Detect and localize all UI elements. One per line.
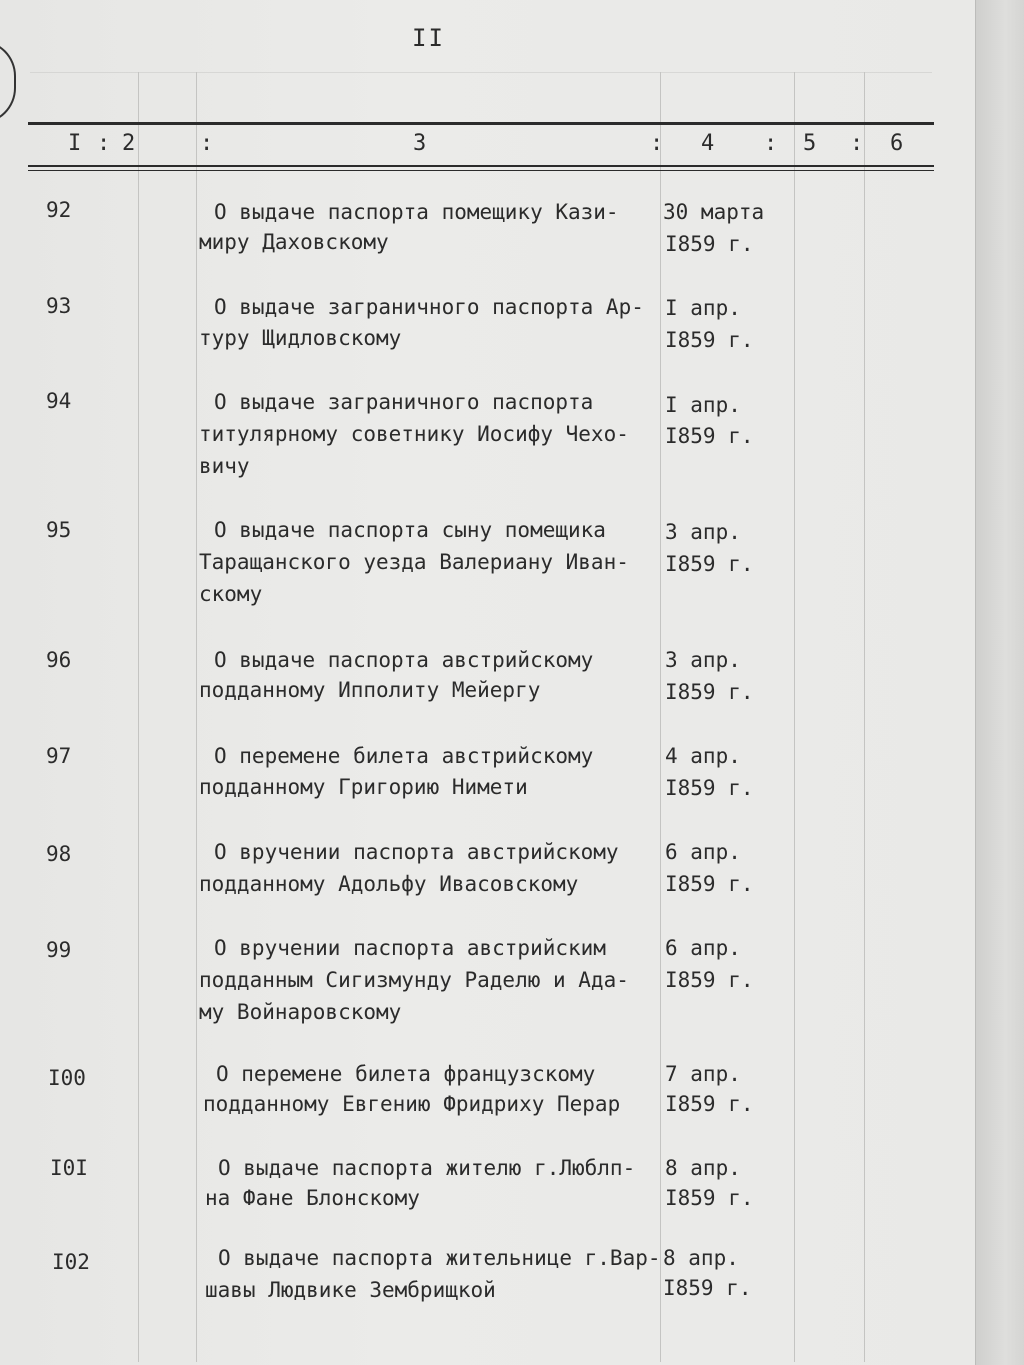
entry-title-line: подданным Сигизмунду Раделю и Ада- [199, 968, 629, 992]
entry-date: I апр. [665, 296, 741, 320]
entry-date-year: I859 г. [665, 1092, 754, 1116]
entry-date-year: I859 г. [665, 968, 754, 992]
entry-date-year: I859 г. [665, 1186, 754, 1210]
entry-title-line: О вручении паспорта австрийскому [214, 840, 619, 864]
column-number: I [68, 131, 82, 156]
entry-number: 92 [46, 198, 72, 222]
entry-number: 98 [46, 842, 72, 866]
entry-title-line: вичу [199, 454, 250, 478]
entry-title-line: туру Щидловскому [199, 326, 402, 350]
entry-title-line: шавы Людвике Зембрищкой [205, 1278, 496, 1302]
entry-title-line: скому [199, 582, 263, 606]
entry-title-line: Таращанского уезда Валериану Иван- [199, 550, 629, 574]
entry-title-line: му Войнаровскому [199, 1000, 402, 1024]
column-rule [138, 72, 139, 1362]
column-number: 4 [701, 131, 715, 156]
entry-title-line: О выдаче паспорта австрийскому [214, 648, 594, 672]
entry-title-line: подданному Ипполиту Мейергу [199, 678, 541, 702]
entry-title-line: О вручении паспорта австрийским [214, 936, 606, 960]
entry-title-line: подданному Григорию Нимети [199, 775, 528, 799]
entry-title-line: О выдаче паспорта сыну помещика [214, 518, 606, 542]
column-separator: : [200, 131, 214, 156]
entry-date: I апр. [665, 393, 741, 417]
column-number: 3 [413, 131, 427, 156]
header-rule-top [28, 122, 934, 125]
entry-number: 97 [46, 744, 72, 768]
entry-title-line: на Фане Блонскому [205, 1186, 420, 1210]
column-separator: : [764, 131, 778, 156]
entry-title-line: подданному Адольфу Ивасовскому [199, 872, 579, 896]
entry-date: 6 апр. [665, 936, 741, 960]
header-rule-bottom-second [28, 170, 934, 171]
entry-title-line: О выдаче паспорта жительнице г.Вар- [218, 1246, 661, 1270]
entry-title-line: О перемене билета австрийскому [214, 744, 594, 768]
entry-title-line: О перемене билета французскому [216, 1062, 596, 1086]
entry-number: 96 [46, 648, 72, 672]
entry-number: 94 [46, 389, 72, 413]
entry-date: 30 марта [663, 200, 765, 224]
entry-date: 7 апр. [665, 1062, 741, 1086]
column-rule [864, 72, 865, 1362]
entry-date-year: I859 г. [665, 424, 754, 448]
entry-date: 4 апр. [665, 744, 741, 768]
entry-number: I00 [48, 1066, 86, 1090]
page-number: II [412, 24, 445, 52]
entry-title-line: подданному Евгению Фридриху Перар [203, 1092, 621, 1116]
adjacent-page-edge [975, 0, 1024, 1365]
entry-date-year: I859 г. [665, 872, 754, 896]
entry-date-year: I859 г. [665, 680, 754, 704]
binding-clip [0, 40, 16, 124]
column-number: 6 [890, 131, 904, 156]
entry-title-line: О выдаче заграничного паспорта [214, 390, 594, 414]
column-rule [196, 72, 197, 1362]
entry-number: 95 [46, 518, 72, 542]
entry-date: 3 апр. [665, 648, 741, 672]
entry-date-year: I859 г. [665, 232, 754, 256]
entry-number: 99 [46, 938, 72, 962]
entry-number: 93 [46, 294, 72, 318]
entry-date: 8 апр. [665, 1156, 741, 1180]
column-number: 5 [803, 131, 817, 156]
column-separator: : [850, 131, 864, 156]
entry-date: 8 апр. [663, 1246, 739, 1270]
entry-date: 3 апр. [665, 520, 741, 544]
column-rule [794, 72, 795, 1362]
entry-date-year: I859 г. [665, 776, 754, 800]
entry-title-line: О выдаче паспорта жителю г.Люблп- [218, 1156, 636, 1180]
entry-title-line: титулярному советнику Иосифу Чехо- [199, 422, 629, 446]
column-rule [660, 72, 661, 1362]
entry-date-year: I859 г. [665, 328, 754, 352]
column-number: 2 [122, 131, 136, 156]
entry-title-line: О выдаче заграничного паспорта Ар- [214, 295, 644, 319]
entry-date-year: I859 г. [663, 1276, 752, 1300]
entry-number: I02 [52, 1250, 90, 1274]
entry-title-line: О выдаче паспорта помещику Кази- [214, 200, 619, 224]
show-through-header [30, 72, 932, 121]
entry-number: I0I [50, 1156, 88, 1180]
entry-title-line: миру Даховскому [199, 230, 389, 254]
header-rule-bottom [28, 165, 934, 167]
entry-date-year: I859 г. [665, 552, 754, 576]
column-separator: : [650, 131, 664, 156]
entry-date: 6 апр. [665, 840, 741, 864]
column-separator: : [97, 131, 111, 156]
